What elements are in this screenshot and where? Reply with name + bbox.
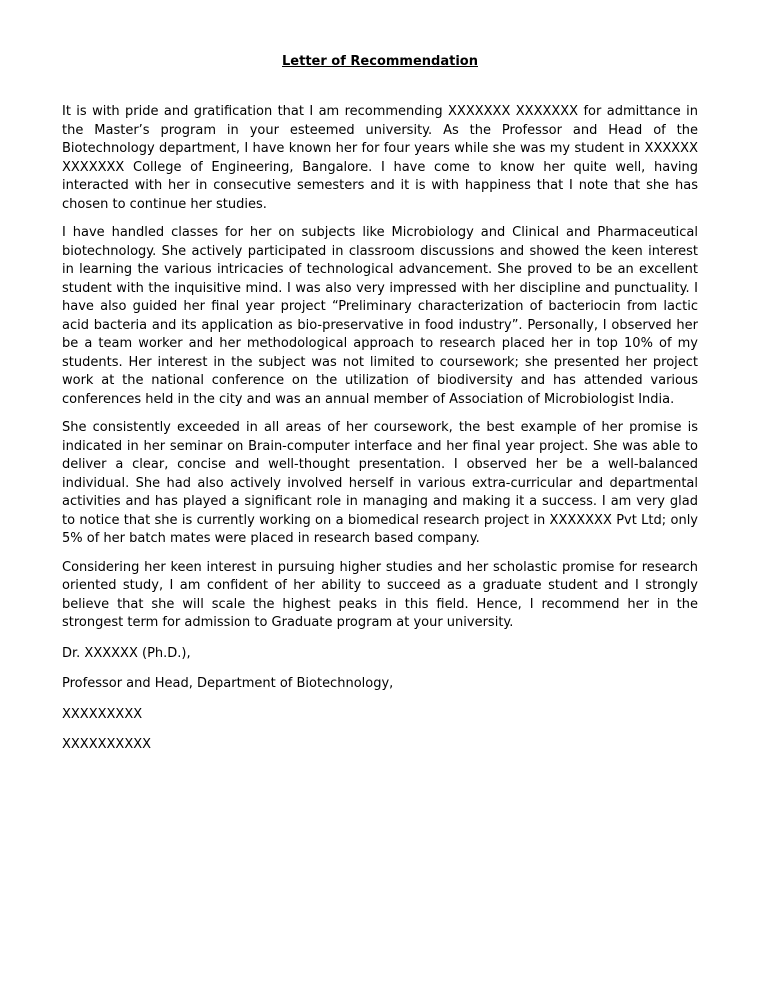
signature-line-4: XXXXXXXXXX [62,737,152,752]
paragraph-classes: I have handled classes for her on subjects like Microbiology and Clinical and Pharmaceutical biotechnology. She actively participated in classroom discussions and showed the keen interest in learning the various intricacies of technological advancement. She proved to be an excellent student with the inquisitive mind. I was also very impressed with her discipline and punctuality. I have also guided her final year project “Preliminary characterization of bacteriocin from lactic acid bacteria and its application as bio-preservative in food industry”. Personally, I observed her be a team worker and her methodological approach to research placed her in top 10% of my students. Her interest in the subject was not limited to coursework; she presented her project work at the national conference on the utilization of biodiversity and has attended various conferences held in the city and was an annual member of Association of Microbiologist India. [62,225,698,407]
paragraph-coursework: She consistently exceeded in all areas of her coursework, the best example of her promise is indicated in her seminar on Brain-computer interface and her final year project. She was able to deliver a clear, concise and well-thought presentation. I observed her be a well-balanced individual. She had also actively involved herself in various extra-curricular and departmental activities and has played a significant role in managing and making it a success. I am very glad to notice that she is currently working on a biomedical research project in XXXXXXX Pvt Ltd; only 5% of her batch mates were placed in research based company. [62,420,698,546]
letter-body [62,103,698,767]
signature-line-3: XXXXXXXXX [62,706,143,722]
signature-position: Professor and Head, Department of Biotechnology, [62,676,394,691]
signature-name: Dr. XXXXXX (Ph.D.), [62,645,191,661]
paragraph-conclusion: Considering her keen interest in pursuing higher studies and her scholastic promise for research oriented study, I am confident of her ability to succeed as a graduate student and I strongly believe that she will scale the highest peaks in this field. Hence, I recommend her in the strongest term for admission to Graduate program at your university. [62,559,698,630]
signature-block [62,645,698,755]
paragraph-intro: It is with pride and gratification that I am recommending XXXXXXX XXXXXXX for admittance in the Master’s program in your esteemed university. As the Professor and Head of the Biotechnology department, I have known her for four years while she was my student in XXXXXX XXXXXXX College of Engineering, Bangalore. I have come to know her quite well, having interacted with her in consecutive semesters and it is with happiness that I note that she has chosen to continue her studies. [62,104,698,212]
letter-title: Letter of Recommendation [282,54,478,69]
